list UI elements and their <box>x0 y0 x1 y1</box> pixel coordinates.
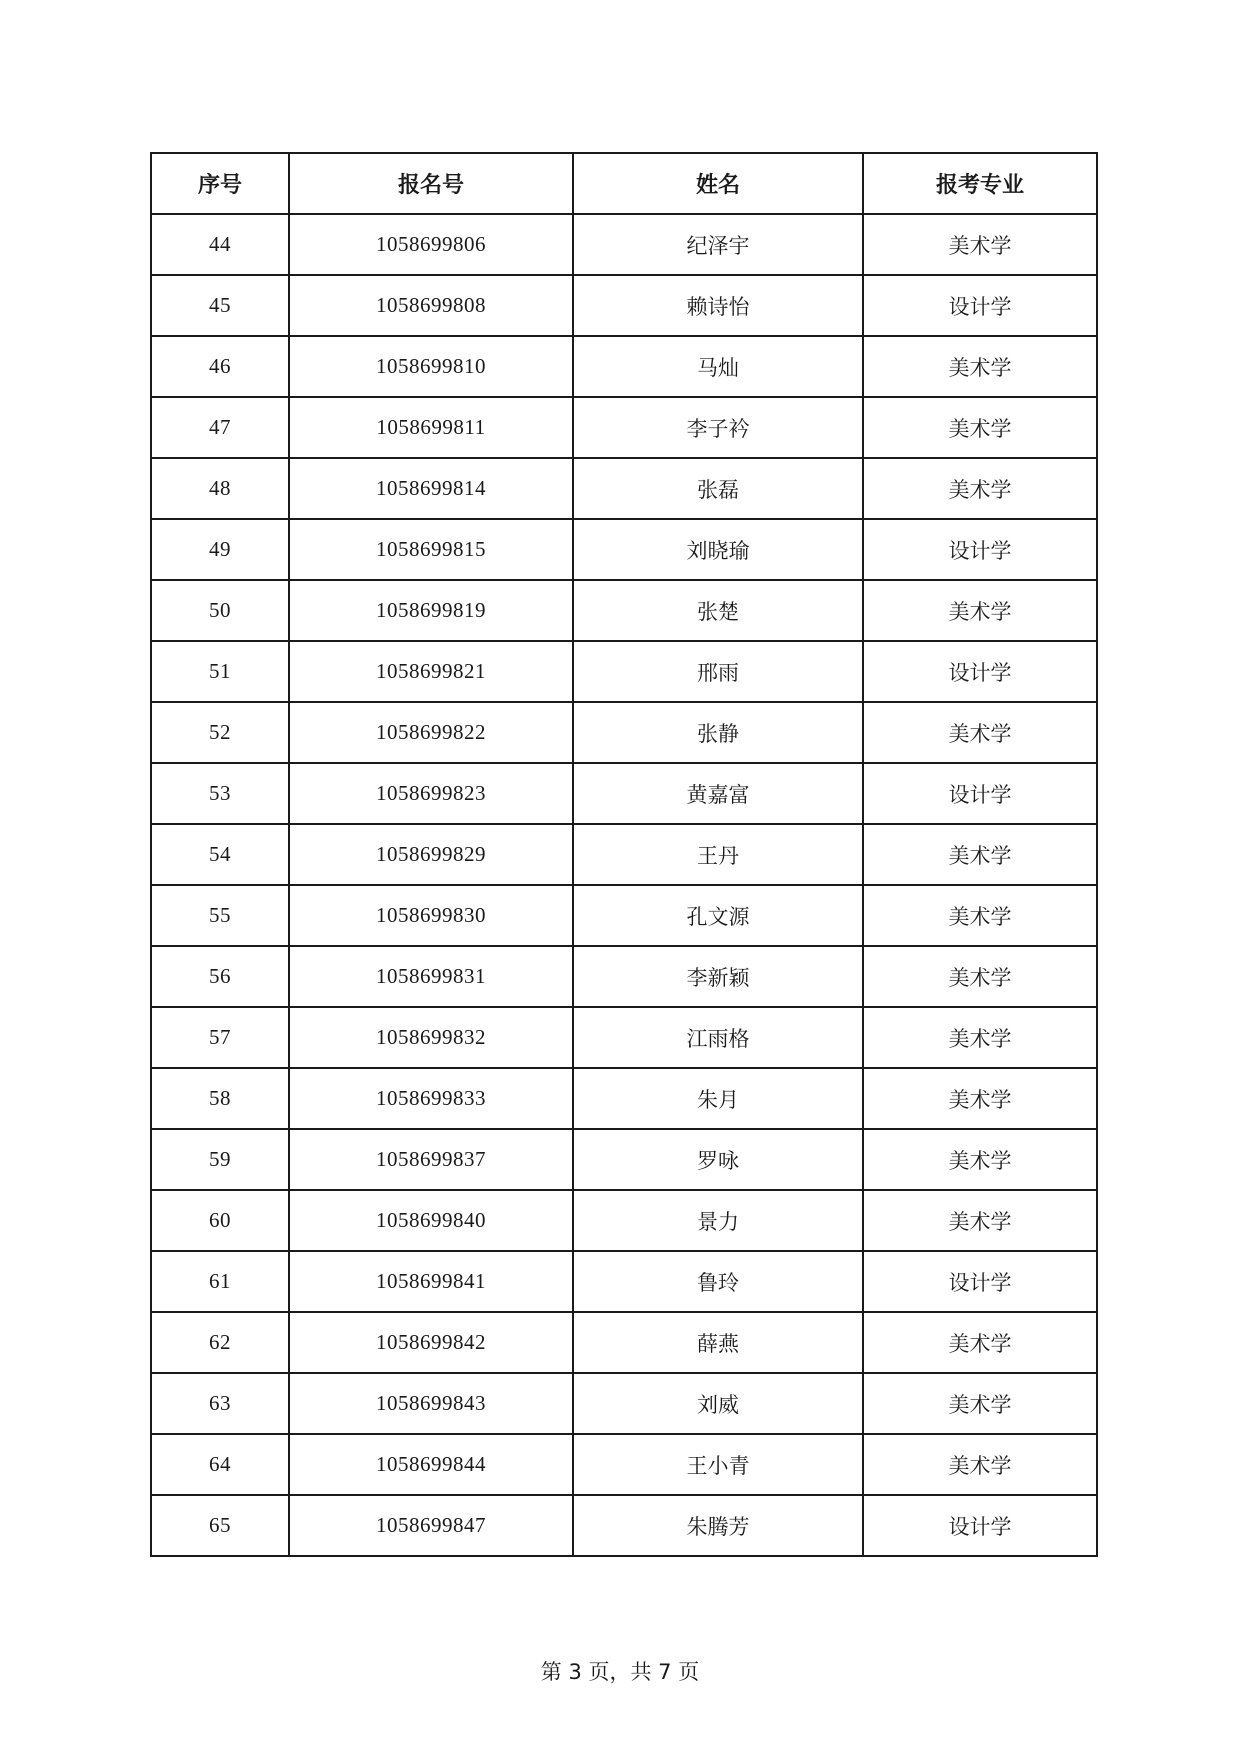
table-row <box>151 1007 1097 1068</box>
table-row <box>151 885 1097 946</box>
cell-seq: 64 <box>151 1434 289 1495</box>
cell-seq: 47 <box>151 397 289 458</box>
table-row <box>151 763 1097 824</box>
table-row <box>151 580 1097 641</box>
cell-name: 马灿 <box>573 336 863 397</box>
cell-reg-no: 1058699843 <box>289 1373 573 1434</box>
cell-reg-no: 1058699822 <box>289 702 573 763</box>
cell-major: 美术学 <box>863 702 1097 763</box>
cell-reg-no: 1058699811 <box>289 397 573 458</box>
table-row <box>151 1434 1097 1495</box>
table-row <box>151 397 1097 458</box>
cell-name: 黄嘉富 <box>573 763 863 824</box>
header-major: 报考专业 <box>863 153 1097 214</box>
table-row <box>151 641 1097 702</box>
table-row <box>151 214 1097 275</box>
cell-reg-no: 1058699844 <box>289 1434 573 1495</box>
cell-reg-no: 1058699837 <box>289 1129 573 1190</box>
cell-name: 纪泽宇 <box>573 214 863 275</box>
table-row <box>151 519 1097 580</box>
cell-seq: 59 <box>151 1129 289 1190</box>
table-header-row <box>151 153 1097 214</box>
cell-name: 李子衿 <box>573 397 863 458</box>
cell-reg-no: 1058699823 <box>289 763 573 824</box>
table-row <box>151 458 1097 519</box>
header-reg-no: 报名号 <box>289 153 573 214</box>
applicant-table <box>150 152 1098 1557</box>
cell-name: 鲁玲 <box>573 1251 863 1312</box>
cell-seq: 56 <box>151 946 289 1007</box>
cell-seq: 46 <box>151 336 289 397</box>
cell-major: 美术学 <box>863 946 1097 1007</box>
cell-seq: 62 <box>151 1312 289 1373</box>
cell-name: 王小青 <box>573 1434 863 1495</box>
cell-major: 美术学 <box>863 824 1097 885</box>
cell-name: 景力 <box>573 1190 863 1251</box>
cell-name: 刘晓瑜 <box>573 519 863 580</box>
cell-seq: 60 <box>151 1190 289 1251</box>
cell-name: 罗咏 <box>573 1129 863 1190</box>
table-row <box>151 1312 1097 1373</box>
cell-major: 美术学 <box>863 1007 1097 1068</box>
cell-reg-no: 1058699819 <box>289 580 573 641</box>
page-footer: 第 3 页，共 7 页 <box>540 1660 700 1684</box>
cell-major: 美术学 <box>863 1373 1097 1434</box>
cell-major: 设计学 <box>863 1251 1097 1312</box>
cell-name: 张磊 <box>573 458 863 519</box>
cell-seq: 61 <box>151 1251 289 1312</box>
cell-seq: 52 <box>151 702 289 763</box>
cell-major: 美术学 <box>863 336 1097 397</box>
table-row <box>151 1495 1097 1556</box>
cell-seq: 49 <box>151 519 289 580</box>
cell-major: 美术学 <box>863 1312 1097 1373</box>
cell-name: 朱腾芳 <box>573 1495 863 1556</box>
cell-name: 张静 <box>573 702 863 763</box>
table-row <box>151 1190 1097 1251</box>
cell-seq: 48 <box>151 458 289 519</box>
cell-seq: 65 <box>151 1495 289 1556</box>
cell-reg-no: 1058699832 <box>289 1007 573 1068</box>
cell-name: 张楚 <box>573 580 863 641</box>
cell-seq: 45 <box>151 275 289 336</box>
table-body <box>151 214 1097 1556</box>
cell-seq: 50 <box>151 580 289 641</box>
cell-name: 孔文源 <box>573 885 863 946</box>
cell-reg-no: 1058699810 <box>289 336 573 397</box>
table-row <box>151 702 1097 763</box>
cell-major: 美术学 <box>863 1129 1097 1190</box>
cell-reg-no: 1058699833 <box>289 1068 573 1129</box>
table-row <box>151 1129 1097 1190</box>
cell-name: 朱月 <box>573 1068 863 1129</box>
cell-major: 美术学 <box>863 397 1097 458</box>
cell-seq: 63 <box>151 1373 289 1434</box>
cell-seq: 57 <box>151 1007 289 1068</box>
cell-reg-no: 1058699840 <box>289 1190 573 1251</box>
cell-major: 美术学 <box>863 1068 1097 1129</box>
cell-name: 薛燕 <box>573 1312 863 1373</box>
cell-seq: 54 <box>151 824 289 885</box>
cell-major: 设计学 <box>863 519 1097 580</box>
cell-major: 美术学 <box>863 1434 1097 1495</box>
cell-major: 美术学 <box>863 1190 1097 1251</box>
table-row <box>151 946 1097 1007</box>
table-row <box>151 336 1097 397</box>
cell-reg-no: 1058699841 <box>289 1251 573 1312</box>
header-seq: 序号 <box>151 153 289 214</box>
table-row <box>151 1251 1097 1312</box>
cell-reg-no: 1058699808 <box>289 275 573 336</box>
cell-seq: 44 <box>151 214 289 275</box>
cell-name: 王丹 <box>573 824 863 885</box>
cell-major: 设计学 <box>863 275 1097 336</box>
cell-name: 李新颖 <box>573 946 863 1007</box>
cell-major: 美术学 <box>863 885 1097 946</box>
roster-sheet <box>150 152 1096 1557</box>
cell-reg-no: 1058699847 <box>289 1495 573 1556</box>
cell-name: 邢雨 <box>573 641 863 702</box>
cell-reg-no: 1058699830 <box>289 885 573 946</box>
cell-major: 设计学 <box>863 763 1097 824</box>
cell-seq: 51 <box>151 641 289 702</box>
cell-name: 江雨格 <box>573 1007 863 1068</box>
cell-reg-no: 1058699814 <box>289 458 573 519</box>
cell-reg-no: 1058699842 <box>289 1312 573 1373</box>
cell-major: 设计学 <box>863 1495 1097 1556</box>
cell-seq: 55 <box>151 885 289 946</box>
cell-reg-no: 1058699829 <box>289 824 573 885</box>
cell-seq: 58 <box>151 1068 289 1129</box>
cell-name: 刘威 <box>573 1373 863 1434</box>
cell-reg-no: 1058699831 <box>289 946 573 1007</box>
cell-reg-no: 1058699815 <box>289 519 573 580</box>
table-row <box>151 1373 1097 1434</box>
table-row <box>151 1068 1097 1129</box>
cell-major: 美术学 <box>863 580 1097 641</box>
table-row <box>151 275 1097 336</box>
cell-major: 美术学 <box>863 458 1097 519</box>
table-row <box>151 824 1097 885</box>
cell-seq: 53 <box>151 763 289 824</box>
header-name: 姓名 <box>573 153 863 214</box>
cell-reg-no: 1058699806 <box>289 214 573 275</box>
cell-name: 赖诗怡 <box>573 275 863 336</box>
cell-reg-no: 1058699821 <box>289 641 573 702</box>
cell-major: 设计学 <box>863 641 1097 702</box>
cell-major: 美术学 <box>863 214 1097 275</box>
